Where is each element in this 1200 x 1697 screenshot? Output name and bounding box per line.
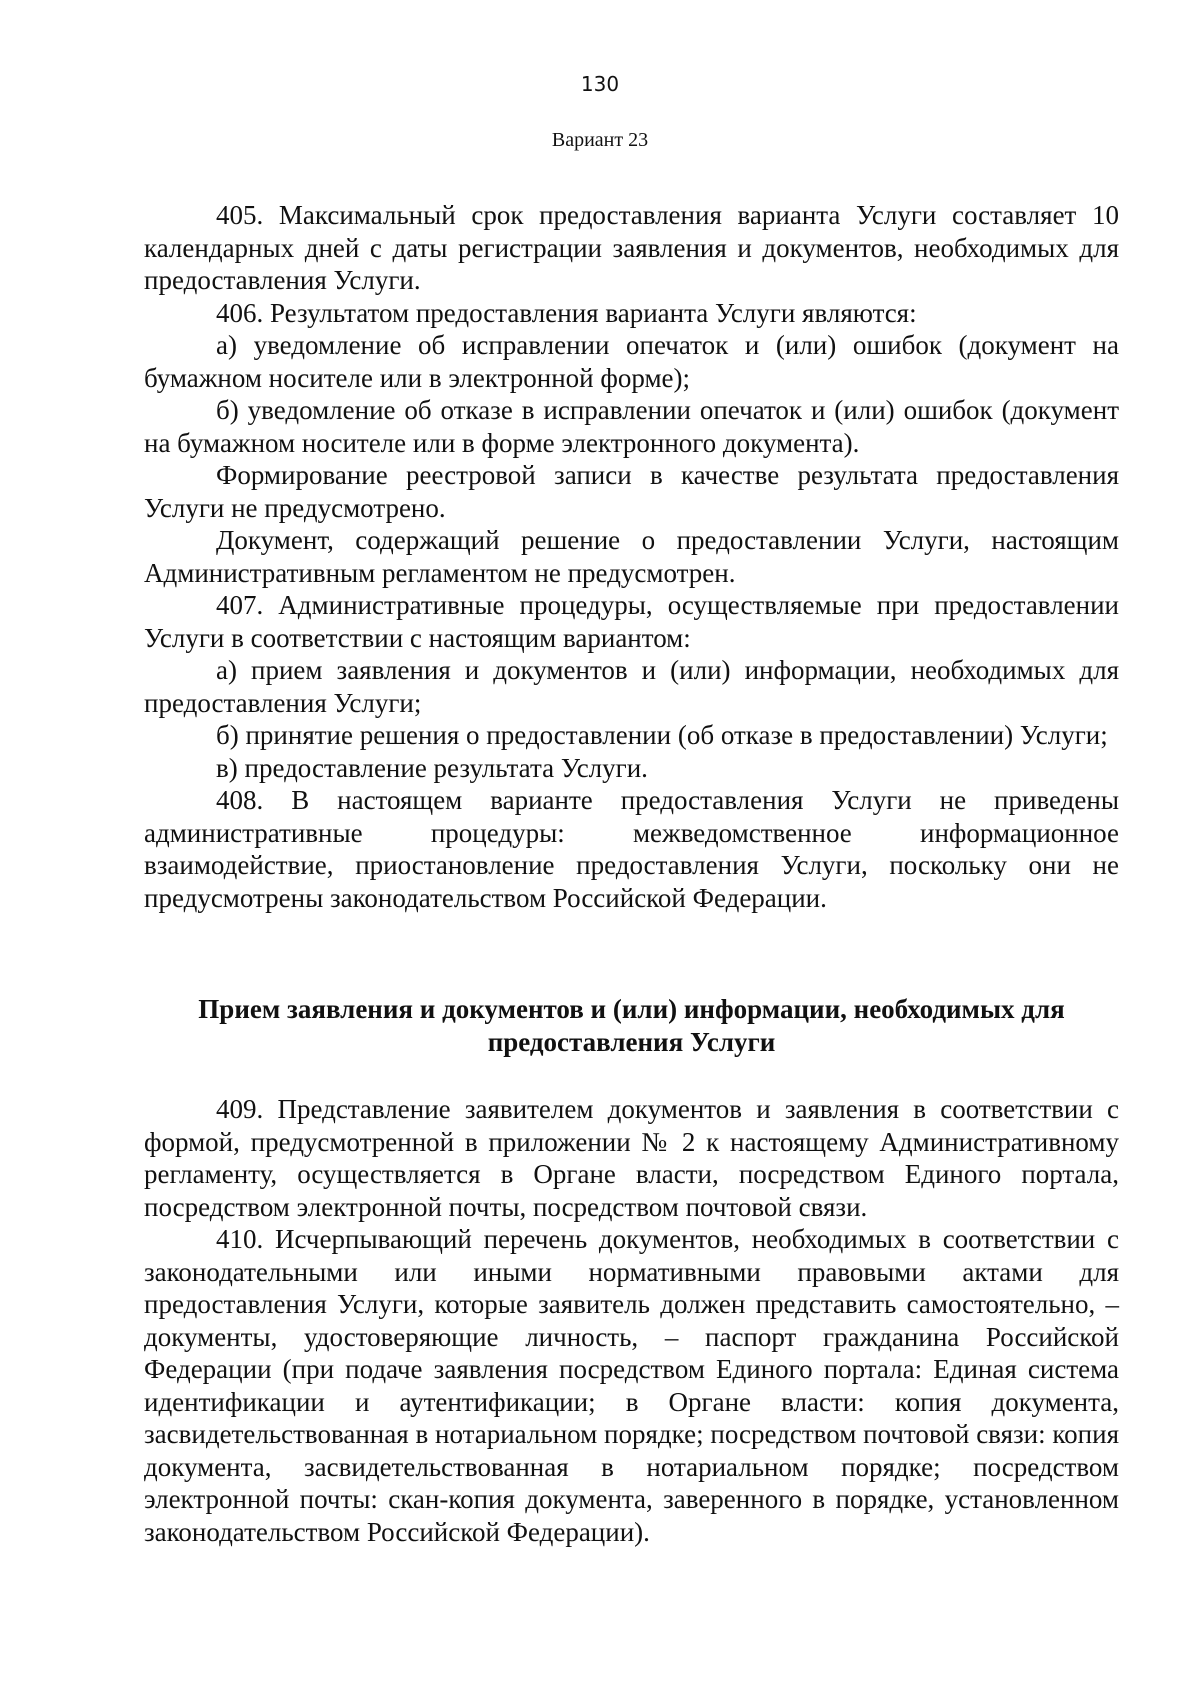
list-item-406-a: а) уведомление об исправлении опечаток и (или) ошибок (документ на бумажном носителе или в электронной форме); xyxy=(144,330,1119,393)
paragraph-410: 410. Исчерпывающий перечень документов, необходимых в соответствии с законодательными или иными нормативными правовыми актами для предоставления Услуги, которые заявитель должен представить самостоятельно, – документы, удостоверяющие личность, – паспорт гражданина Российской Федерации (при подаче заявления посредством Единого портала: Единая система идентификации и аутентификации; в Органе власти: копия документа, засвидетельствованная в нотариальном порядке; посредством почтовой связи: копия документа, засвидетельствованная в нотариальном порядке; посредством электронной почты: скан-копия документа, заверенного в порядке, установленном законодательством Российской Федерации). xyxy=(144,1224,1119,1547)
list-item-406-b: б) уведомление об отказе в исправлении опечаток и (или) ошибок (документ на бумажном носителе или в форме электронного документа). xyxy=(144,395,1119,458)
paragraph-decision-document: Документ, содержащий решение о предоставлении Услуги, настоящим Административным регламентом не предусмотрен. xyxy=(144,525,1119,588)
variant-title: Вариант 23 xyxy=(551,129,649,151)
section-2-body xyxy=(144,1093,1119,1548)
page-number: 130 xyxy=(580,72,620,96)
paragraph-registry-record: Формирование реестровой записи в качестве результата предоставления Услуги не предусмотрено. xyxy=(144,460,1119,523)
section-1-body xyxy=(144,199,1119,914)
paragraph-406: 406. Результатом предоставления варианта Услуги являются: xyxy=(216,297,917,328)
list-item-407-b: б) принятие решения о предоставлении (об отказе в предоставлении) Услуги; xyxy=(216,720,1108,750)
paragraph-408: 408. В настоящем варианте предоставления Услуги не приведены административные процедуры: межведомственное информационное взаимодействие, приостановление предоставления Услуги, поскольку они не предусмотрены законодательством Российской Федерации. xyxy=(144,785,1119,913)
paragraph-409: 409. Представление заявителем документов и заявления в соответствии с формой, предусмотренной в приложении № 2 к настоящему Административному регламенту, осуществляется в Органе власти, посредством Единого портала, посредством электронной почты, посредством почтовой связи. xyxy=(144,1094,1119,1222)
list-item-407-c: в) предоставление результата Услуги. xyxy=(216,752,648,783)
list-item-407-a: а) прием заявления и документов и (или) информации, необходимых для предоставления Услуги; xyxy=(144,655,1119,718)
paragraph-407: 407. Административные процедуры, осуществляемые при предоставлении Услуги в соответствии с настоящим вариантом: xyxy=(144,590,1119,653)
section-heading: Прием заявления и документов и (или) информации, необходимых для предоставления Услуги xyxy=(198,994,1065,1057)
paragraph-405: 405. Максимальный срок предоставления варианта Услуги составляет 10 календарных дней с даты регистрации заявления и документов, необходимых для предоставления Услуги. xyxy=(144,200,1119,295)
